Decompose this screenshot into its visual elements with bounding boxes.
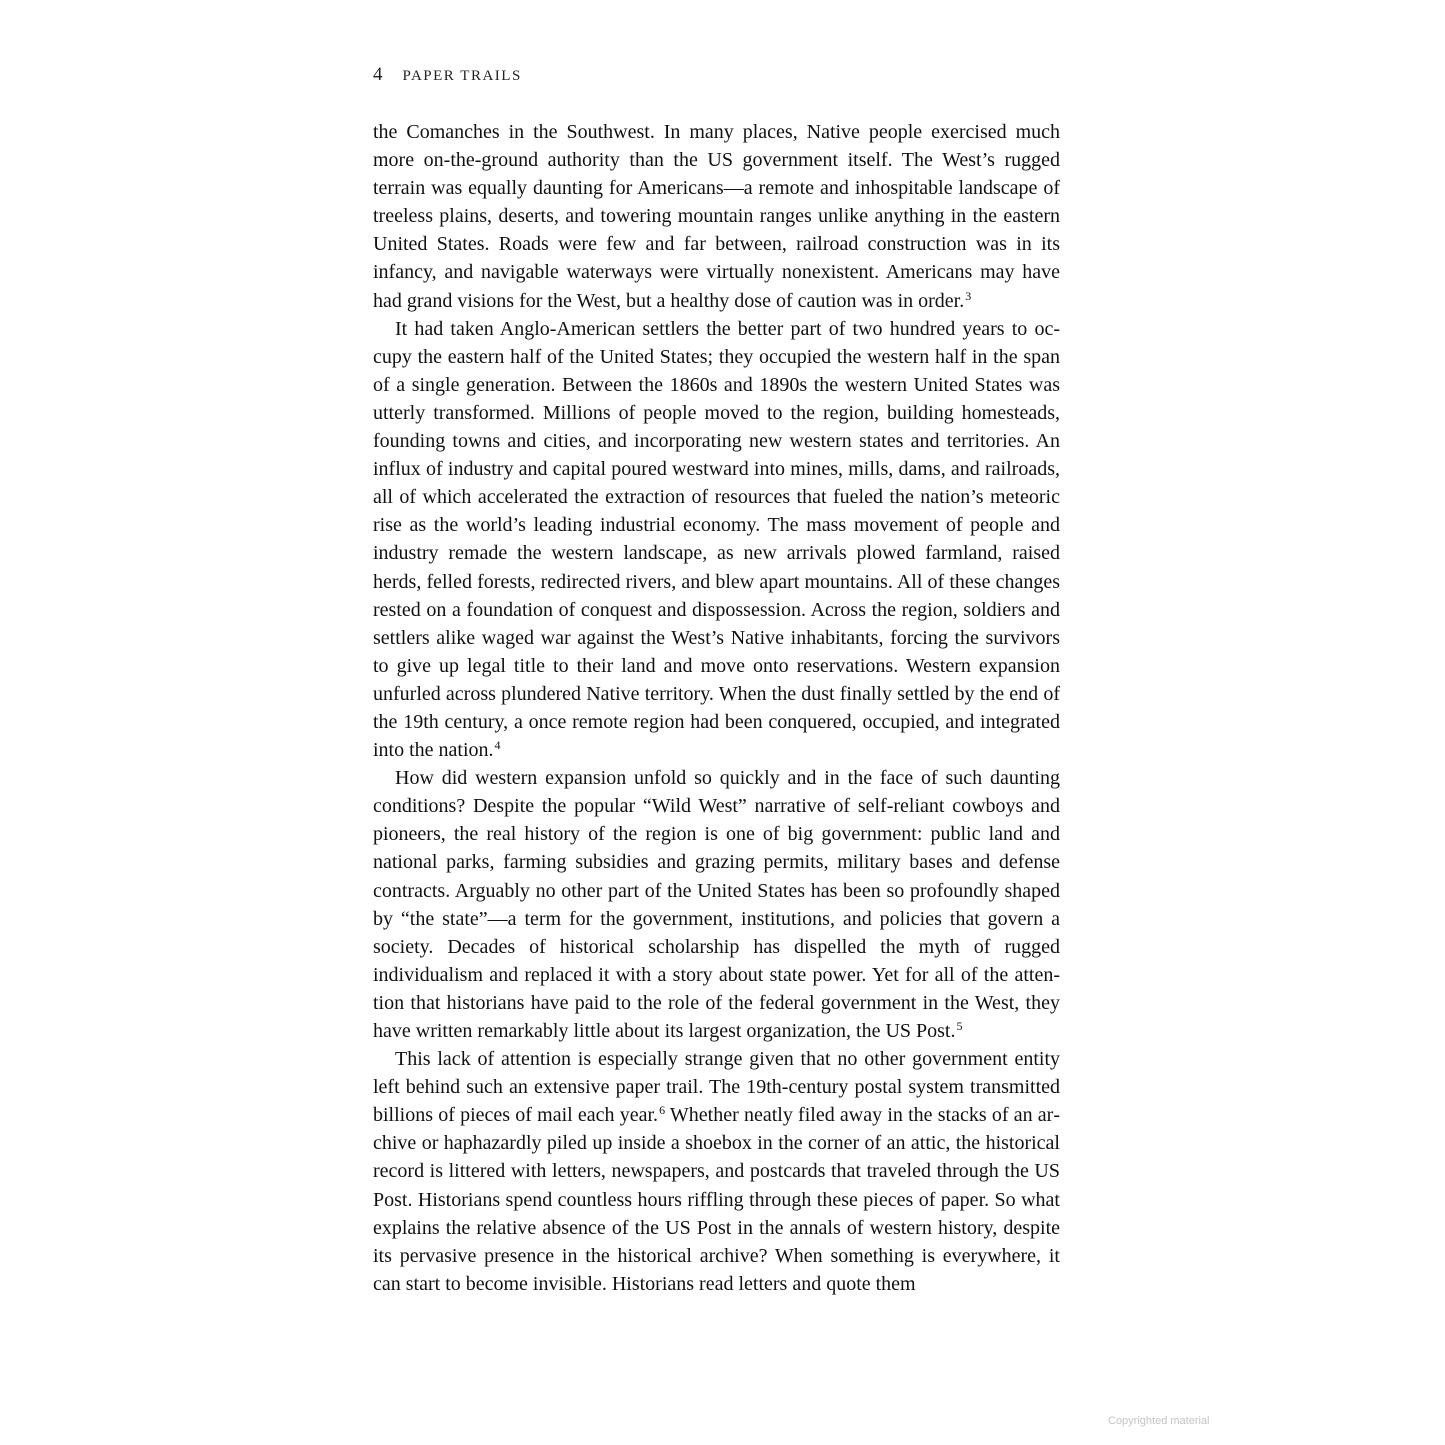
running-head bbox=[373, 64, 1060, 104]
paragraph-4 bbox=[373, 1045, 1060, 1298]
footnote-ref: 3 bbox=[965, 288, 972, 303]
paragraph-text-continued: Whether neatly filed away in the stacks of an archive or haphazardly piled up inside a shoebox in the corner of an attic, the historical record is littered with letters, newspapers, and postcards that traveled through the US Post. Historians spend countless hours riffling through these pieces of paper. So what explains the relative absence of the US Post in the annals of western history, despite its pervasive presence in the historical archive? When something is everywhere, it can start to become invisible. Historians read letters and quote them bbox=[373, 1104, 1060, 1295]
copyright-watermark: Copyrighted material bbox=[1108, 1415, 1210, 1427]
paragraph-1 bbox=[373, 118, 1060, 315]
paragraph-2 bbox=[373, 315, 1060, 765]
paragraph-3 bbox=[373, 764, 1060, 1045]
running-title: PAPER TRAILS bbox=[402, 68, 522, 84]
footnote-ref: 4 bbox=[494, 738, 501, 753]
footnote-ref: 5 bbox=[956, 1019, 963, 1033]
paragraph-text: It had taken Anglo-American settlers the better part of two hundred years to occupy the eastern half of the United States; they occupied the western half in the span of a single generation. Between the 1860s and 1890s the western United States was utterly transformed. Millions of people moved to the region, building homesteads, founding towns and cities, and incorporating new western states and territories. An influx of industry and capital poured westward into mines, mills, dams, and railroads, all of which accelerated the extraction of resources that fueled the nation’s meteoric rise as the world’s leading industrial economy. The mass movement of people and industry remade the western landscape, as new arrivals plowed farmland, raised herds, felled forests, redirected rivers, and blew apart mountains. All of these changes rested on a foundation of conquest and dispossession. Across the region, soldiers and settlers alike waged war against the West’s Native inhabitants, forcing the survivors to give up legal title to their land and move onto reservations. Western expansion unfurled across plundered Native territory. When the dust finally settled by the end of the 19th century, a once remote region had been conquered, occupied, and integrated into the nation. bbox=[373, 317, 1060, 762]
book-page bbox=[373, 64, 1060, 1298]
paragraph-text: This lack of attention is especially strange given that no other government entity left behind such an extensive paper trail. The 19th-century postal system transmitted billions of pieces of mail each year. bbox=[373, 1048, 1060, 1127]
footnote-ref: 6 bbox=[659, 1103, 666, 1118]
body-text bbox=[373, 118, 1060, 1298]
paragraph-text: How did western expansion unfold so quickly and in the face of such daunting conditions? Despite the popular “Wild West” narrative of self-reliant cowboys and pioneers, the real history of the region is one of big government: public land and national parks, farming subsidies and grazing permits, military bases and defense contracts. Arguably no other part of the United States has been so profoundly shaped by “the state”—a term for the government, institutions, and policies that govern a society. Decades of historical scholarship has dispelled the myth of rugged individualism and replaced it with a story about state power. Yet for all of the attention that historians have paid to the role of the federal government in the West, they have written remarkably little about its largest organization, the US Post. bbox=[373, 767, 1060, 1042]
page-number: 4 bbox=[373, 64, 383, 85]
paragraph-text: the Comanches in the Southwest. In many places, Native people exercised much more on-the-ground authority than the US government itself. The West’s rugged terrain was equally daunting for Americans—a remote and inhospitable landscape of treeless plains, deserts, and towering mountain ranges unlike anything in the eastern United States. Roads were few and far between, railroad construction was in its infancy, and navigable waterways were virtually nonexistent. Americans may have had grand visions for the West, but a healthy dose of caution was in order. bbox=[373, 121, 1060, 312]
